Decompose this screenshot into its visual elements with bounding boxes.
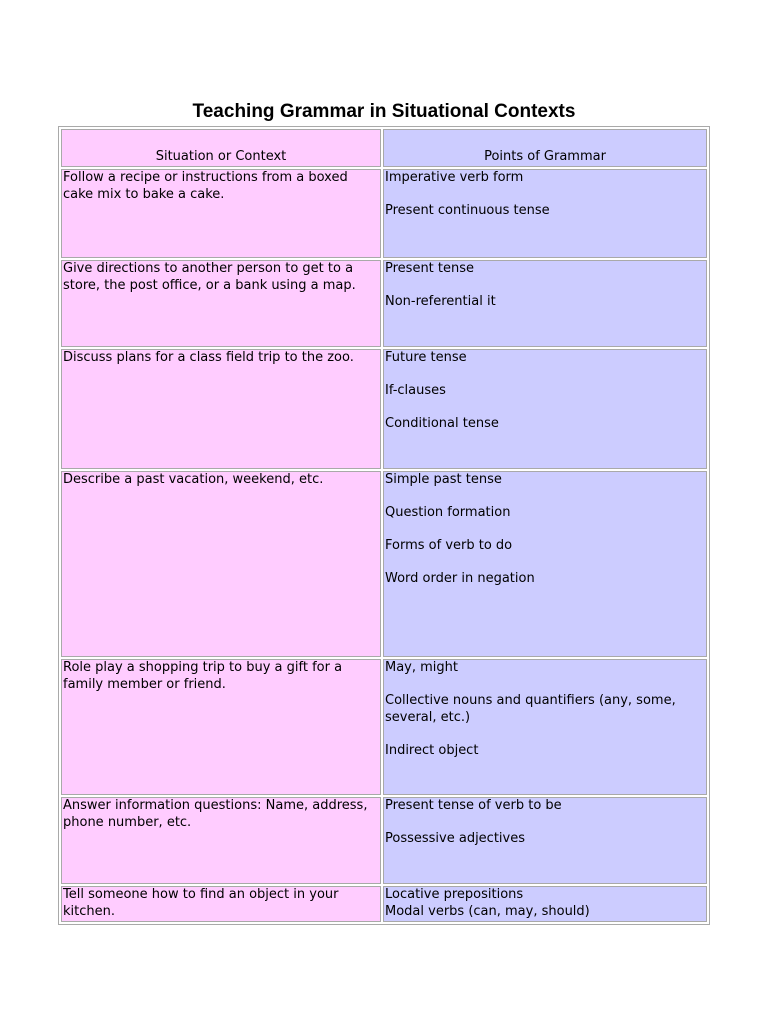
header-situation-label: Situation or Context [155, 148, 287, 164]
table-row [61, 471, 707, 657]
situation-cell: Tell someone how to find an object in your kitchen. [61, 886, 381, 922]
grammar-point: Present continuous tense [385, 203, 550, 218]
grammar-point: Simple past tense [385, 472, 502, 487]
grammar-cell [383, 260, 707, 347]
situation-cell: Role play a shopping trip to buy a gift for a family member or friend. [61, 659, 381, 795]
grammar-cell [383, 169, 707, 258]
grammar-point: Collective nouns and quantifiers (any, some, several, etc.) [385, 693, 676, 725]
grammar-cell [383, 659, 707, 795]
grammar-cell [383, 349, 707, 469]
table-header-row [61, 129, 707, 167]
header-situation [61, 129, 381, 167]
grammar-point: Word order in negation [385, 571, 535, 586]
grammar-point: Question formation [385, 505, 511, 520]
page-title: Teaching Grammar in Situational Contexts [192, 101, 576, 122]
grammar-point: Indirect object [385, 742, 479, 758]
table-row [61, 886, 707, 922]
grammar-cell [383, 886, 707, 922]
table-row [61, 659, 707, 795]
header-grammar-label: Points of Grammar [484, 148, 606, 164]
table-row [61, 349, 707, 469]
grammar-cell [383, 797, 707, 884]
grammar-point: May, might [385, 660, 459, 675]
grammar-contexts-table [58, 126, 710, 925]
grammar-point: Modal verbs (can, may, should) [385, 903, 590, 919]
grammar-point: Conditional tense [385, 416, 499, 431]
grammar-cell [383, 471, 707, 657]
table-row [61, 169, 707, 258]
grammar-point: If-clauses [385, 383, 446, 398]
situation-cell: Describe a past vacation, weekend, etc. [61, 471, 381, 657]
situation-cell: Follow a recipe or instructions from a boxed cake mix to bake a cake. [61, 169, 381, 258]
grammar-point: Non-referential it [385, 294, 496, 309]
grammar-point: Imperative verb form [385, 170, 524, 185]
header-grammar [383, 129, 707, 167]
situation-cell: Give directions to another person to get to a store, the post office, or a bank using a map. [61, 260, 381, 347]
grammar-point: Locative prepositions [385, 887, 524, 902]
grammar-point: Present tense [385, 261, 475, 276]
table-row [61, 797, 707, 884]
grammar-point: Present tense of verb to be [385, 798, 562, 813]
situation-cell: Answer information questions: Name, address, phone number, etc. [61, 797, 381, 884]
grammar-point: Future tense [385, 350, 467, 365]
grammar-point: Possessive adjectives [385, 831, 526, 846]
grammar-point: Forms of verb to do [385, 538, 513, 553]
situation-cell: Discuss plans for a class field trip to the zoo. [61, 349, 381, 469]
table-row [61, 260, 707, 347]
